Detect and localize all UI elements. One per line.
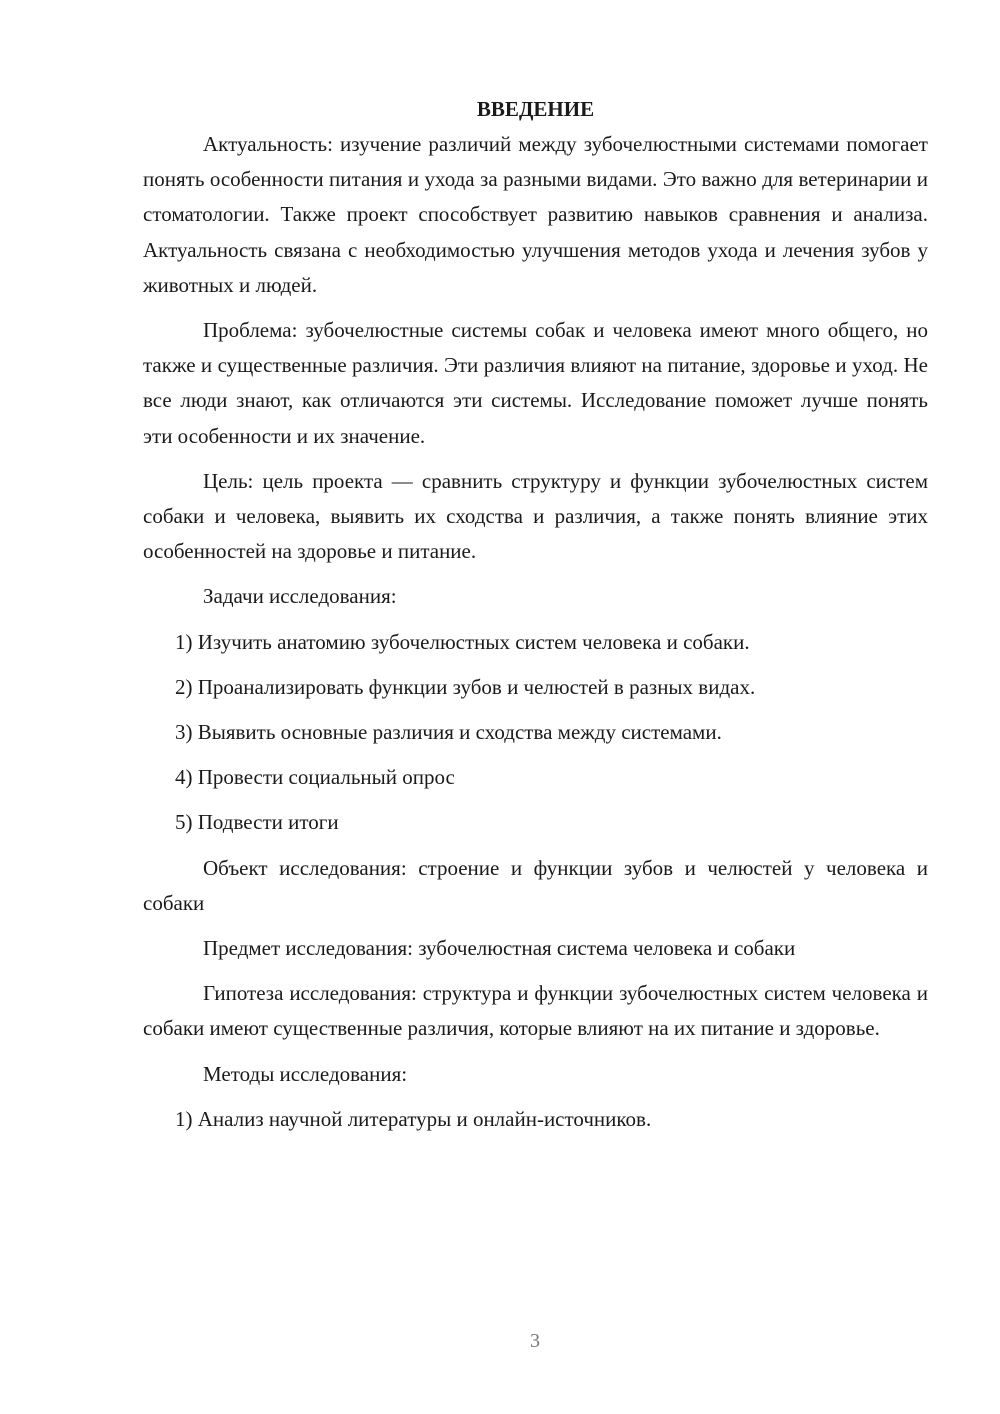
method-item: 1) Анализ научной литературы и онлайн-источников. (175, 1106, 652, 1131)
problem-paragraph: Проблема: зубочелюстные системы собак и человека имеют много общего, но также и существенные различия. Эти различия влияют на питание, здоровье и уход. Не все люди знают, как отличаются эти системы. Исследование поможет лучше понять эти особенности и их значение. (143, 318, 928, 448)
task-item: 3) Выявить основные различия и сходства между системами. (175, 720, 722, 745)
relevance-paragraph: Актуальность: изучение различий между зубочелюстными системами помогает понять особенности питания и ухода за разными видами. Это важно для ветеринарии и стоматологии. Также проект способствует развитию навыков сравнения и анализа. Актуальность связана с необходимостью улучшения методов ухода и лечения зубов у животных и людей. (143, 132, 928, 297)
document-page (143, 92, 928, 1147)
page-number: 3 (530, 1330, 540, 1352)
goal-paragraph: Цель: цель проекта — сравнить структуру и функции зубочелюстных систем собаки и человека, выявить их сходства и различия, а также понять влияние этих особенностей на здоровье и питание. (143, 468, 928, 564)
methods-heading: Методы исследования: (203, 1061, 408, 1086)
section-title: ВВЕДЕНИЕ (476, 97, 595, 121)
object-paragraph: Объект исследования: строение и функции зубов и челюстей у человека и собаки (143, 855, 928, 915)
task-item: 1) Изучить анатомию зубочелюстных систем человека и собаки. (175, 629, 750, 654)
subject-paragraph: Предмет исследования: зубочелюстная система человека и собаки (203, 936, 796, 961)
hypothesis-paragraph: Гипотеза исследования: структура и функции зубочелюстных систем человека и собаки имеют существенные различия, которые влияют на их питание и здоровье. (143, 981, 928, 1041)
task-item: 2) Проанализировать функции зубов и челюстей в разных видах. (175, 674, 756, 699)
task-item: 4) Провести социальный опрос (175, 765, 455, 790)
tasks-heading: Задачи исследования: (203, 584, 397, 609)
task-item: 5) Подвести итоги (175, 810, 339, 835)
